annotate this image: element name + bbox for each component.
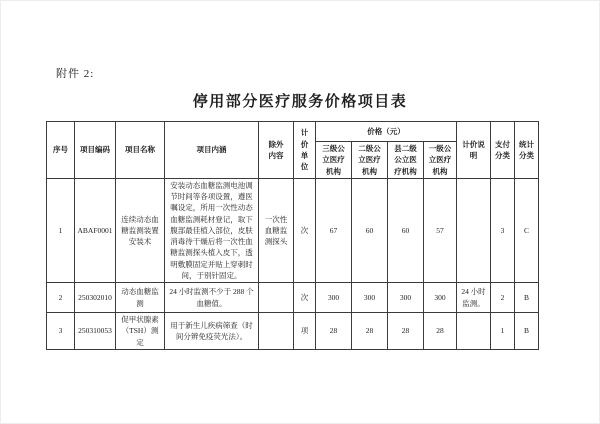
- header-code: 项目编码: [75, 122, 116, 179]
- cell-price-tier3: 67: [316, 178, 352, 282]
- cell-unit: 项: [294, 313, 316, 350]
- header-price-tier1: 一级公立医疗机构: [424, 142, 457, 179]
- cell-price-tier3: 28: [316, 313, 352, 350]
- cell-pricing-note: [457, 313, 491, 350]
- cell-payment-class: 3: [491, 178, 515, 282]
- cell-content: 安装动态血糖监测电池调节时间等各项设置，遵医嘱设定，所用一次性动态血糖监测耗材登记，取下腹部最佳植入部位，皮肤消毒待干燥后将一次性血糖监测探头植入皮下，透明敷膜固定并贴上穿刺时间，于别针固定。: [165, 178, 259, 282]
- cell-name: 促甲状腺素（TSH）测定: [116, 313, 165, 350]
- cell-price-tier1: 300: [424, 283, 457, 313]
- cell-price-tier1: 28: [424, 313, 457, 350]
- cell-stats-class: B: [515, 283, 539, 313]
- cell-content: 用于新生儿疾病筛查（时间分辨免疫荧光法）。: [165, 313, 259, 350]
- cell-payment-class: 2: [491, 283, 515, 313]
- cell-stats-class: C: [515, 178, 539, 282]
- cell-price-county2: 28: [388, 313, 424, 350]
- cell-payment-class: 1: [491, 313, 515, 350]
- cell-seq: 3: [47, 313, 75, 350]
- cell-price-tier2: 300: [352, 283, 388, 313]
- cell-seq: 2: [47, 283, 75, 313]
- cell-pricing-note: [457, 178, 491, 282]
- header-name: 项目名称: [116, 122, 165, 179]
- cell-content: 24 小时监测不少于 288 个血糖值。: [165, 283, 259, 313]
- cell-price-tier2: 60: [352, 178, 388, 282]
- header-seq: 序号: [47, 122, 75, 179]
- cell-price-county2: 60: [388, 178, 424, 282]
- cell-unit: 次: [294, 283, 316, 313]
- cell-exclusion: [259, 283, 294, 313]
- header-unit: 计价单位: [294, 122, 316, 179]
- header-price-tier3: 三级公立医疗机构: [316, 142, 352, 179]
- header-price-county2: 县二级公立医疗机构: [388, 142, 424, 179]
- header-stats-class: 统计分类: [515, 122, 539, 179]
- cell-code: 250310053: [75, 313, 116, 350]
- header-payment-class: 支付分类: [491, 122, 515, 179]
- cell-code: ABAF0001: [75, 178, 116, 282]
- cell-code: 250302010: [75, 283, 116, 313]
- header-content: 项目内涵: [165, 122, 259, 179]
- price-table: [46, 121, 539, 350]
- header-pricing-note: 计价说明: [457, 122, 491, 179]
- attachment-label: 附件 2:: [56, 68, 95, 80]
- cell-name: 连续动态血糖监测装置安装术: [116, 178, 165, 282]
- page-title: 停用部分医疗服务价格项目表: [192, 94, 408, 110]
- cell-price-county2: 300: [388, 283, 424, 313]
- table-row: [47, 283, 539, 313]
- cell-exclusion: [259, 313, 294, 350]
- table-row: [47, 313, 539, 350]
- cell-stats-class: B: [515, 313, 539, 350]
- cell-seq: 1: [47, 178, 75, 282]
- cell-exclusion: 一次性血糖监测探头: [259, 178, 294, 282]
- cell-price-tier3: 300: [316, 283, 352, 313]
- header-price-tier2: 二级公立医疗机构: [352, 142, 388, 179]
- header-exclusion: 除外内容: [259, 122, 294, 179]
- header-row-top: [47, 122, 539, 142]
- cell-unit: 次: [294, 178, 316, 282]
- table-row: [47, 178, 539, 282]
- cell-pricing-note: 24 小时监测。: [457, 283, 491, 313]
- cell-price-tier2: 28: [352, 313, 388, 350]
- cell-price-tier1: 57: [424, 178, 457, 282]
- cell-name: 动态血糖监测: [116, 283, 165, 313]
- header-price-group: 价格（元）: [316, 122, 457, 142]
